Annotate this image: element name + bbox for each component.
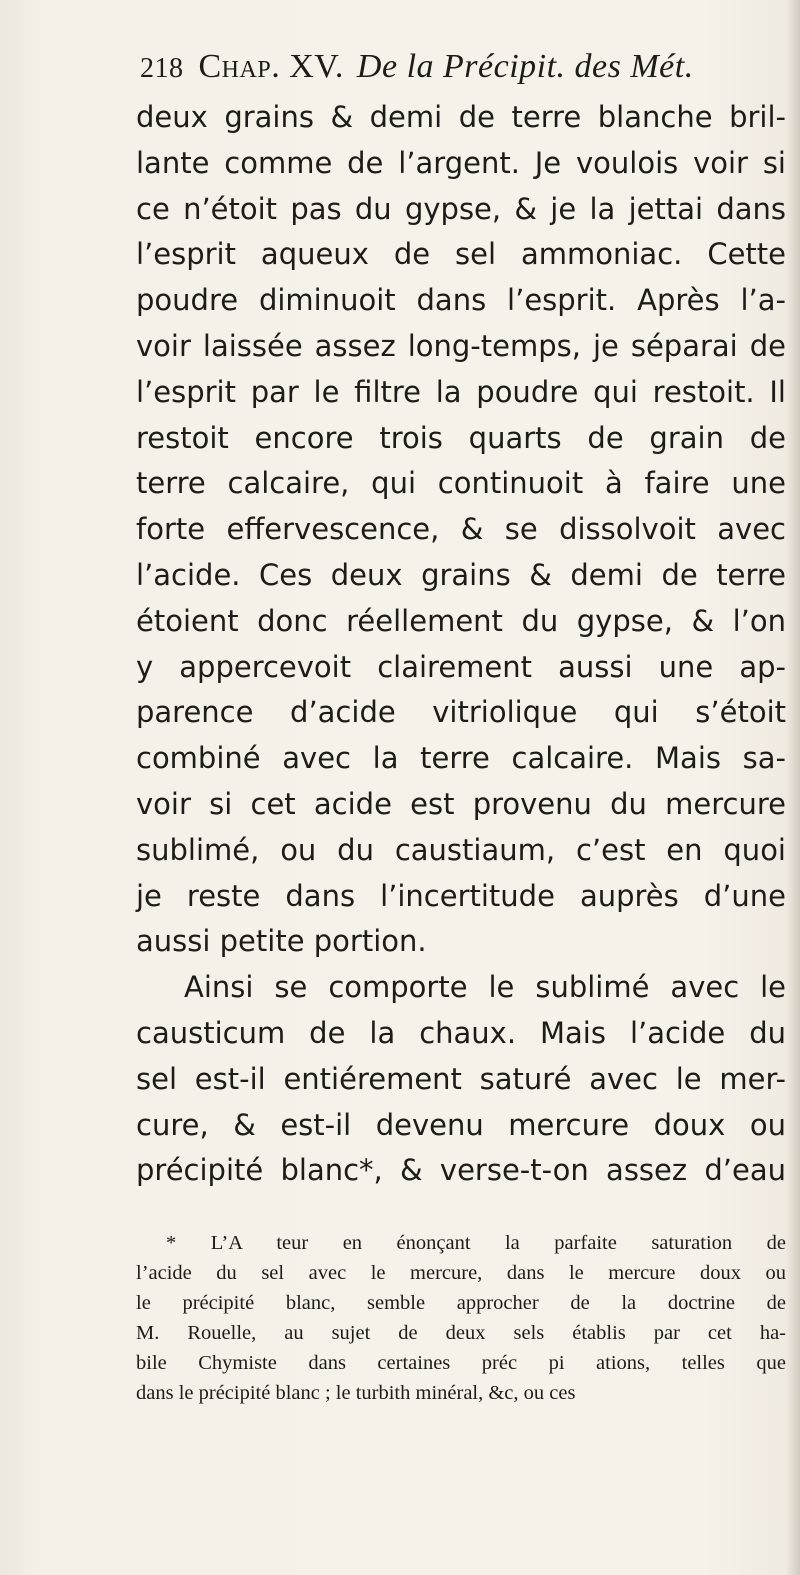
text-line: l’esprit aqueux de sel ammoniac. Cette <box>136 237 786 272</box>
text-line: voir laissée assez long-temps, je séparai de <box>136 328 786 363</box>
text-line: cure, & est-il devenu mercure doux ou <box>136 1107 786 1142</box>
text-line: sublimé, ou du caustiaum, c’est en quoi <box>136 832 786 867</box>
main-text <box>136 95 786 1194</box>
chapter-label: Chap. XV. <box>198 48 344 85</box>
text-line: restoit encore trois quarts de grain de <box>136 420 786 455</box>
footnote-line: M. Rouelle, au sujet de deux sels établis par cet ha- <box>136 1322 786 1344</box>
text-line: poudre diminuoit dans l’esprit. Après l’a- <box>136 283 786 318</box>
text-line: je reste dans l’incertitude auprès d’une <box>136 878 786 913</box>
text-line: précipité blanc*, & verse-t-on assez d’eau <box>136 1153 786 1188</box>
text-line: parence d’acide vitriolique qui s’étoit <box>136 695 786 730</box>
footnote <box>136 1228 786 1408</box>
text-line: deux grains & demi de terre blanche bril- <box>136 100 786 134</box>
text-line: lante comme de l’argent. Je voulois voir si <box>136 145 786 180</box>
text-line: ce n’étoit pas du gypse, & je la jettai dans <box>136 191 786 226</box>
running-header <box>140 48 780 92</box>
footnote-line: dans le précipité blanc ; le turbith minéral, &c, ou ces <box>136 1382 576 1404</box>
footnote-line: l’acide du sel avec le mercure, dans le mercure doux ou <box>136 1262 786 1284</box>
page-edge-shadow <box>786 0 800 1575</box>
footnote-line: * L’A teur en énonçant la parfaite saturation de <box>166 1232 786 1254</box>
footnote-line: bile Chymiste dans certaines préc pi ations, telles que <box>136 1352 786 1374</box>
text-line: voir si cet acide est provenu du mercure <box>136 786 786 821</box>
page-number: 218 <box>140 53 184 84</box>
text-line: combiné avec la terre calcaire. Mais sa- <box>136 741 786 776</box>
text-line: y appercevoit clairement aussi une ap- <box>136 649 786 684</box>
footnote-line: le précipité blanc, semble approcher de la doctrine de <box>136 1292 786 1314</box>
text-line: Ainsi se comporte le sublimé avec le <box>184 970 786 1005</box>
text-line: étoient donc réellement du gypse, & l’on <box>136 603 786 638</box>
text-line: terre calcaire, qui continuoit à faire une <box>136 466 786 501</box>
text-line: forte effervescence, & se dissolvoit avec <box>136 512 786 547</box>
text-line: sel est-il entiérement saturé avec le mer- <box>136 1061 786 1096</box>
text-line: causticum de la chaux. Mais l’acide du <box>136 1015 786 1050</box>
text-line: l’acide. Ces deux grains & demi de terre <box>136 557 786 592</box>
running-title: De la Précipit. des Mét. <box>356 48 694 85</box>
text-line: l’esprit par le filtre la poudre qui restoit. Il <box>136 374 786 409</box>
text-line: aussi petite portion. <box>136 924 427 959</box>
